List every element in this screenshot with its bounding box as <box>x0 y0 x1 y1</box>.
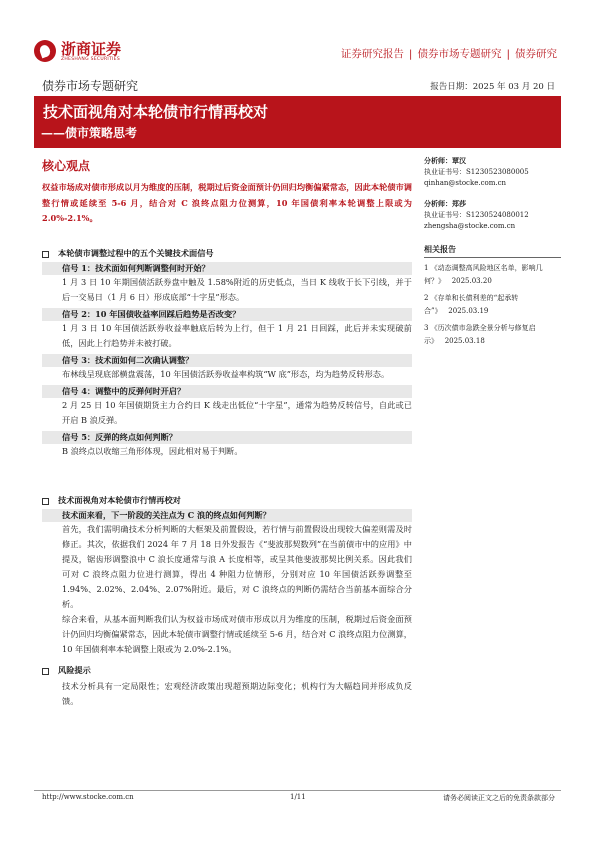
analyst-license: 执业证书号：S1230524080012 <box>424 210 529 219</box>
signal-title: 信号 4：调整中的反弹何时开启？ <box>42 385 412 398</box>
related-report-item[interactable]: 3 《历次债市急跌全景分析与修复启示》 2025.03.18 <box>424 324 536 345</box>
report-date: 报告日期：2025 年 03 月 20 日 <box>430 82 555 92</box>
footer-divider <box>34 790 561 791</box>
bullet-box-icon <box>42 668 49 675</box>
section-five-signals <box>42 248 412 459</box>
analyst-email[interactable]: qinhan@stocke.com.cn <box>424 179 506 187</box>
analyst-block <box>424 198 529 233</box>
logo-name-en: ZHESHANG SECURITIES <box>61 56 120 62</box>
report-type: 债券市场专题研究 <box>42 79 139 93</box>
tag-securities-research: 证券研究报告 <box>340 48 404 60</box>
analyst-email[interactable]: zhengsha@stocke.com.cn <box>424 222 516 230</box>
signal-title: 信号 2：10 年国债收益率回踩后趋势是否改变？ <box>42 308 412 321</box>
section-heading: 技术面视角对本轮债市行情再校对 <box>42 495 412 506</box>
signal-text: 2 月 25 日 10 年国债期货主力合约日 K 线走出低位“十字星”，通常为趋势反转信号，自此或已开启 B 浪反弹。 <box>62 400 412 425</box>
core-view-heading: 核心观点 <box>42 159 91 173</box>
logo-icon <box>34 40 56 62</box>
signal-title: 信号 3：技术面如何二次确认调整？ <box>42 354 412 367</box>
core-view-text: 权益市场成对债市形成以月为维度的压制，税期过后资金面预计仍回归均衡偏紧常态，因此本轮债市调整行情或延续至 5-6 月，结合对 C 浪终点阻力位测算，10 年国债利率本轮调整上限或为 2.0%-2.1%。 <box>42 182 412 223</box>
signal-text: 布林线呈现底部横盘震荡，10 年国债活跃券收益率构筑“W 底”形态，均为趋势反转形态。 <box>62 369 390 379</box>
report-subtitle: ——债市策略思考 <box>41 126 138 140</box>
risk-text: 技术分析具有一定局限性；宏观经济政策出现超预期边际变化；机构行为大幅趋同并形成负反馈。 <box>62 681 412 706</box>
section-subheading: 技术面来看，下一阶段的关注点为 C 浪的终点如何判断？ <box>42 509 412 522</box>
signal-title: 信号 1：技术面如何判断调整何时开始？ <box>42 262 412 275</box>
page-number: 1/11 <box>290 793 306 801</box>
company-logo <box>34 40 121 62</box>
tag-bond-market-topic: 债券市场专题研究 <box>417 48 502 60</box>
analyst-license: 执业证书号：S1230523080005 <box>424 167 529 176</box>
related-report-item[interactable]: 1 《动态调整高风险地区名单，影响几何？》 2025.03.20 <box>424 264 543 285</box>
section-paragraph: 综合来看，从基本面判断我们认为权益市场成对债市形成以月为维度的压制，税期过后资金面预计仍回归均衡偏紧常态，因此本轮债市调整行情或延续至 5-6 月，结合对 C 浪终点阻力位测算，10 年国债利率本轮调整上限或为 2.0%-2.1%。 <box>62 614 412 654</box>
analyst-name: 分析师：郑莎 <box>424 199 466 208</box>
related-report-item[interactable]: 2 《存单和长债利差的“起承转合”》 2025.03.19 <box>424 294 519 315</box>
analyst-name: 分析师：覃汉 <box>424 156 466 165</box>
signal-title: 信号 5：反弹的终点如何判断？ <box>42 431 412 444</box>
bullet-box-icon <box>42 251 49 258</box>
section-risk <box>42 665 412 709</box>
logo-name-cn: 浙商证券 <box>61 39 122 58</box>
analyst-block <box>424 155 529 190</box>
title-banner <box>34 96 561 148</box>
signal-text: 1 月 3 日 10 年国债活跃券收益率触底后转为上行，但于 1 月 21 日回踩，此后并未实现破前低，因此上行趋势并未被打破。 <box>62 323 412 348</box>
signal-text: 1 月 3 日 10 年期国债活跃券盘中触及 1.58%附近的历史低点，当日 K 线收于长下引线，并于后一交易日（1 月 6 日）形成底部“十字星”形态。 <box>62 277 412 302</box>
related-reports <box>424 244 561 348</box>
related-reports-heading: 相关报告 <box>424 244 561 258</box>
bullet-box-icon <box>42 498 49 505</box>
section-recheck <box>42 495 412 657</box>
report-title: 技术面视角对本轮债市行情再校对 <box>43 103 269 121</box>
section-heading: 风险提示 <box>42 665 412 676</box>
report-category-tags: 证券研究报告 | 债券市场专题研究 | 债券研究 <box>340 48 557 60</box>
tag-bond-research: 债券研究 <box>515 48 557 60</box>
footer-disclaimer: 请务必阅读正文之后的免责条款部分 <box>443 794 555 802</box>
signal-text: B 浪终点以收缩三角形体现，因此相对易于判断。 <box>62 446 243 456</box>
section-heading: 本轮债市调整过程中的五个关键技术面信号 <box>42 248 412 259</box>
section-paragraph: 首先，我们需明确技术分析判断的大框架及前置假设，若行情与前置假设出现较大偏差则需及时修正。其次，依据我们 2024 年 7 月 18 日外发报告《“斐波那契数列”在当前债市中的应用》中提及，锯齿形调整浪中 C 浪长度通常与浪 A 长度相等，或呈其他斐波那契比例关系。因此我们可对 C 浪终点阻力位进行测算，得出 4 种阻力位情形，分别对应 10 年国债活跃券调整至 1.94%、2.02%、2.04%、2.07%附近。最后，对 C 浪终点的判断仍需结合当前基本面综合分析。 <box>62 524 412 609</box>
footer-url[interactable]: http://www.stocke.com.cn <box>42 793 134 801</box>
